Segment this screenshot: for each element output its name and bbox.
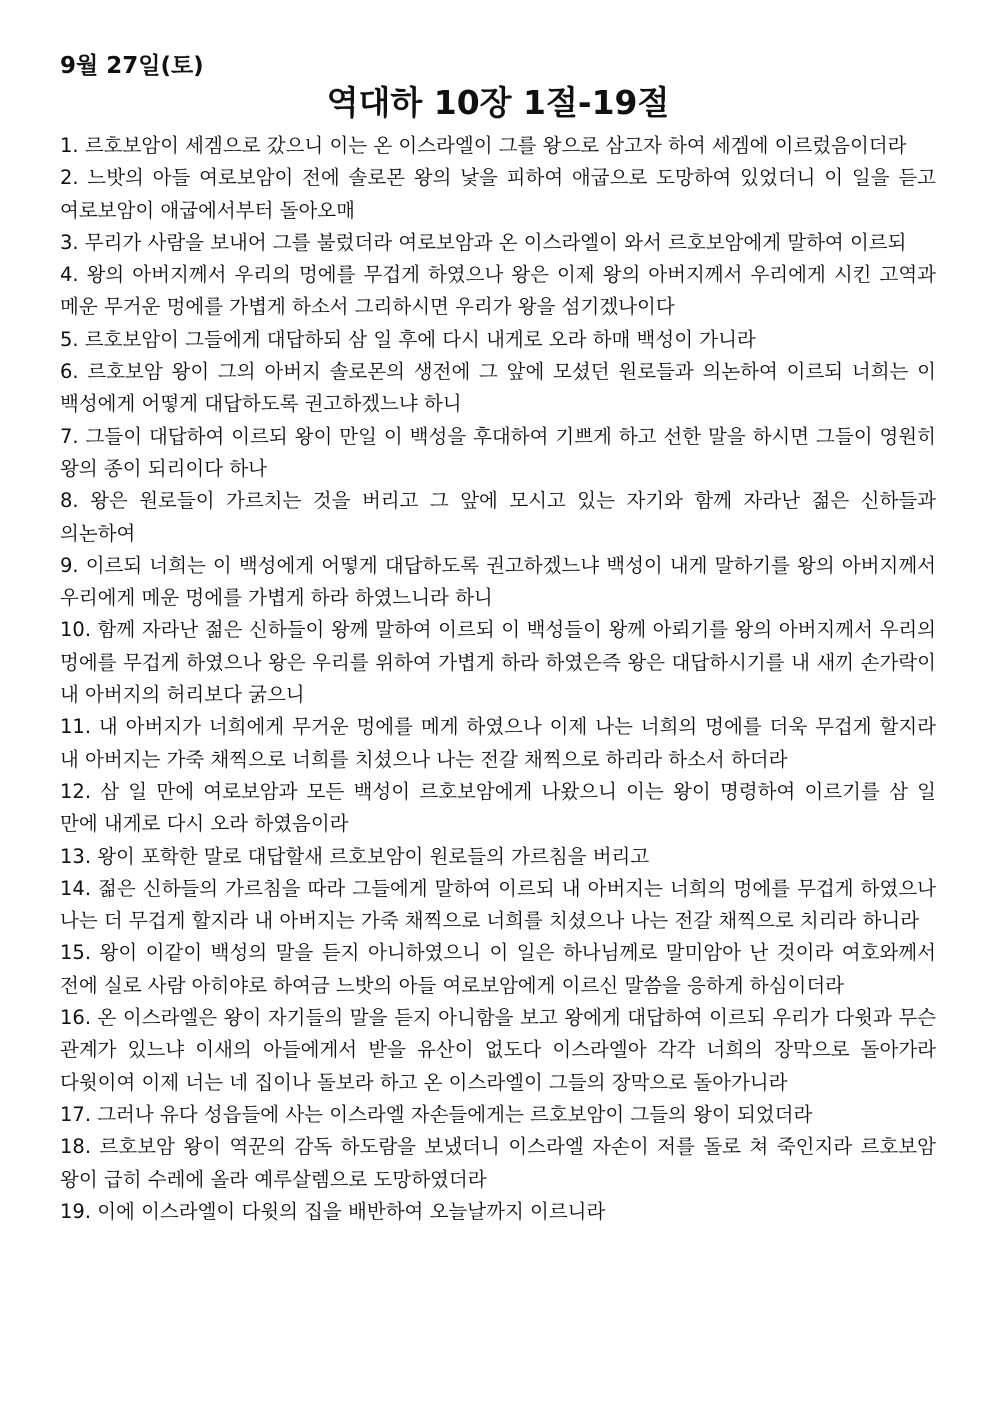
verse-17: 17. 그러나 유다 성읍들에 사는 이스라엘 자손들에게는 르호보암이 그들의 왕이 되었더라 xyxy=(60,1102,813,1126)
verse-4: 4. 왕의 아버지께서 우리의 멍에를 무겁게 하였으나 왕은 이제 왕의 아버지께서 우리에게 시킨 고역과 메운 무거운 멍에를 가볍게 하소서 그리하시면 우리가 왕을 섬기겠나이다 xyxy=(60,263,936,319)
verse-19: 19. 이에 이스라엘이 다윗의 집을 배반하여 오늘날까지 이르니라 xyxy=(60,1199,606,1223)
verse-14: 14. 젊은 신하들의 가르침을 따라 그들에게 말하여 이르되 내 아버지는 너희의 멍에를 무겁게 하였으나 나는 더 무겁게 할지라 내 아버지는 가죽 채찍으로 너희를 치셨으나 나는 전갈 채찍으로 치리라 하니라 xyxy=(60,876,936,933)
verse-9: 9. 이르되 너희는 이 백성에게 어떻게 대답하도록 권고하겠느냐 백성이 내게 말하기를 왕의 아버지께서 우리에게 메운 멍에를 가볍게 하라 하였느니라 하니 xyxy=(60,553,936,610)
verse-2: 2. 느밧의 아들 여로보암이 전에 솔로몬 왕의 낯을 피하여 애굽으로 도망하여 있었더니 이 일을 듣고 여로보암이 애굽에서부터 돌아오매 xyxy=(60,166,936,222)
verse-8: 8. 왕은 원로들이 가르치는 것을 버리고 그 앞에 모시고 있는 자기와 함께 자라난 젊은 신하들과 의논하여 xyxy=(60,489,936,545)
verse-12: 12. 삼 일 만에 여로보암과 모든 백성이 르호보암에게 나왔으니 이는 왕이 명령하여 이르기를 삼 일 만에 내게로 다시 오라 하였음이라 xyxy=(60,779,936,836)
verse-11: 11. 내 아버지가 너희에게 무거운 멍에를 메게 하였으나 이제 나는 너희의 멍에를 더욱 무겁게 할지라 내 아버지는 가죽 채찍으로 너희를 치셨으나 나는 전갈 채찍으로 하리라 하소서 하더라 xyxy=(60,715,936,771)
page-title: 역대하 10장 1절-19절 xyxy=(326,83,670,122)
verse-18: 18. 르호보암 왕이 역꾼의 감독 하도람을 보냈더니 이스라엘 자손이 저를 돌로 쳐 죽인지라 르호보암 왕이 급히 수레에 올라 예루살렘으로 도망하였더라 xyxy=(60,1135,936,1191)
date-label: 9월 27일(토) xyxy=(60,53,204,79)
verse-3: 3. 무리가 사람을 보내어 그를 불렀더라 여로보암과 온 이스라엘이 와서 르호보암에게 말하여 이르되 xyxy=(60,230,907,254)
verse-10: 10. 함께 자라난 젊은 신하들이 왕께 말하여 이르되 이 백성들이 왕께 아뢰기를 왕의 아버지께서 우리의 멍에를 무겁게 하였으나 왕은 우리를 위하여 가볍게 하라 하였은즉 왕은 대답하시기를 내 새끼 손가락이 내 아버지의 허리보다 굵으니 xyxy=(60,618,936,707)
verse-7: 7. 그들이 대답하여 이르되 왕이 만일 이 백성을 후대하여 기쁘게 하고 선한 말을 하시면 그들이 영원히 왕의 종이 되리이다 하나 xyxy=(60,424,936,480)
verse-list xyxy=(60,130,936,1228)
verse-6: 6. 르호보암 왕이 그의 아버지 솔로몬의 생전에 그 앞에 모셨던 원로들과 의논하여 이르되 너희는 이 백성에게 어떻게 대답하도록 권고하겠느냐 하니 xyxy=(60,360,936,416)
document-page xyxy=(60,50,936,1228)
verse-1: 1. 르호보암이 세겜으로 갔으니 이는 온 이스라엘이 그를 왕으로 삼고자 하여 세겜에 이르렀음이더라 xyxy=(60,134,907,157)
verse-15: 15. 왕이 이같이 백성의 말을 듣지 아니하였으니 이 일은 하나님께로 말미암아 난 것이라 여호와께서 전에 실로 사람 아히야로 하여금 느밧의 아들 여로보암에게 이르신 말씀을 응하게 하심이더라 xyxy=(60,941,936,997)
verse-13: 13. 왕이 포학한 말로 대답할새 르호보암이 원로들의 가르침을 버리고 xyxy=(60,844,650,868)
verse-16: 16. 온 이스라엘은 왕이 자기들의 말을 듣지 아니함을 보고 왕에게 대답하여 이르되 우리가 다윗과 무슨 관계가 있느냐 이새의 아들에게서 받을 유산이 없도다 이스라엘아 각각 너희의 장막으로 돌아가라 다윗이여 이제 너는 네 집이나 돌보라 하고 온 이스라엘이 그들의 장막으로 돌아가니라 xyxy=(60,1006,936,1094)
verse-5: 5. 르호보암이 그들에게 대답하되 삼 일 후에 다시 내게로 오라 하매 백성이 가니라 xyxy=(60,327,756,351)
